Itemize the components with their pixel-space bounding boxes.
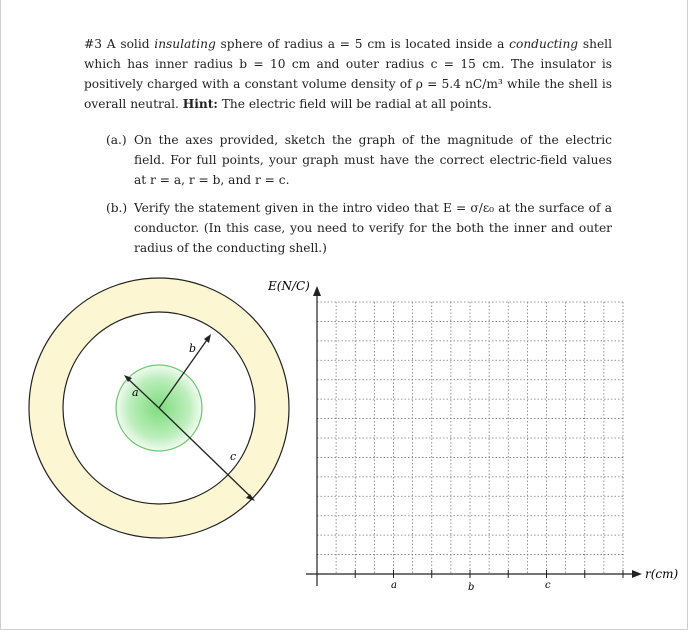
label-c: c: [230, 450, 237, 463]
parts-list: [108, 130, 612, 266]
hint-label: Hint:: [182, 97, 218, 111]
insulating-term: insulating: [154, 37, 216, 51]
y-axis-arrowhead: [313, 286, 321, 296]
problem-text-a: A solid: [106, 37, 155, 51]
conducting-term: conducting: [509, 37, 579, 51]
problem-text-b: sphere of radius a = 5 cm is located inside a: [215, 37, 510, 51]
tick-label-a: a: [391, 580, 397, 591]
hint-text: The electric field will be radial at all points.: [217, 97, 492, 111]
problem-number: #3: [84, 37, 102, 51]
grid-lines: [317, 302, 623, 574]
label-b: b: [189, 342, 197, 355]
x-axis-label: r(cm): [645, 567, 679, 581]
part-b: [108, 198, 612, 258]
y-axis-label: E(N/C): [268, 279, 310, 293]
problem-statement: [84, 34, 612, 114]
tick-label-b: b: [468, 582, 475, 593]
sphere-diagram: [26, 274, 294, 542]
part-b-label: (b.): [106, 201, 128, 215]
x-axis-arrowhead: [632, 570, 642, 578]
tick-label-c: c: [545, 580, 551, 591]
problem-text-c: shell which has inner radius b = 10 cm and outer radius c = 15 cm. The insulator is positively charged with a constant volume density of ρ = 5.4 nC/m³ while the shell is overall neutral.: [84, 37, 612, 111]
part-a-label: (a.): [106, 133, 127, 147]
part-b-text: Verify the statement given in the intro video that E = σ/ε₀ at the surface of a conductor. (In this case, you need to verify for the both the inner and outer radius of the conducting shell.): [134, 201, 612, 255]
part-a-text: On the axes provided, sketch the graph of the magnitude of the electric field. For full points, your graph must have the correct electric-field values at r = a, r = b, and r = c.: [134, 133, 612, 187]
part-a: [108, 130, 612, 190]
field-graph: [262, 274, 688, 600]
label-a: a: [132, 386, 139, 399]
